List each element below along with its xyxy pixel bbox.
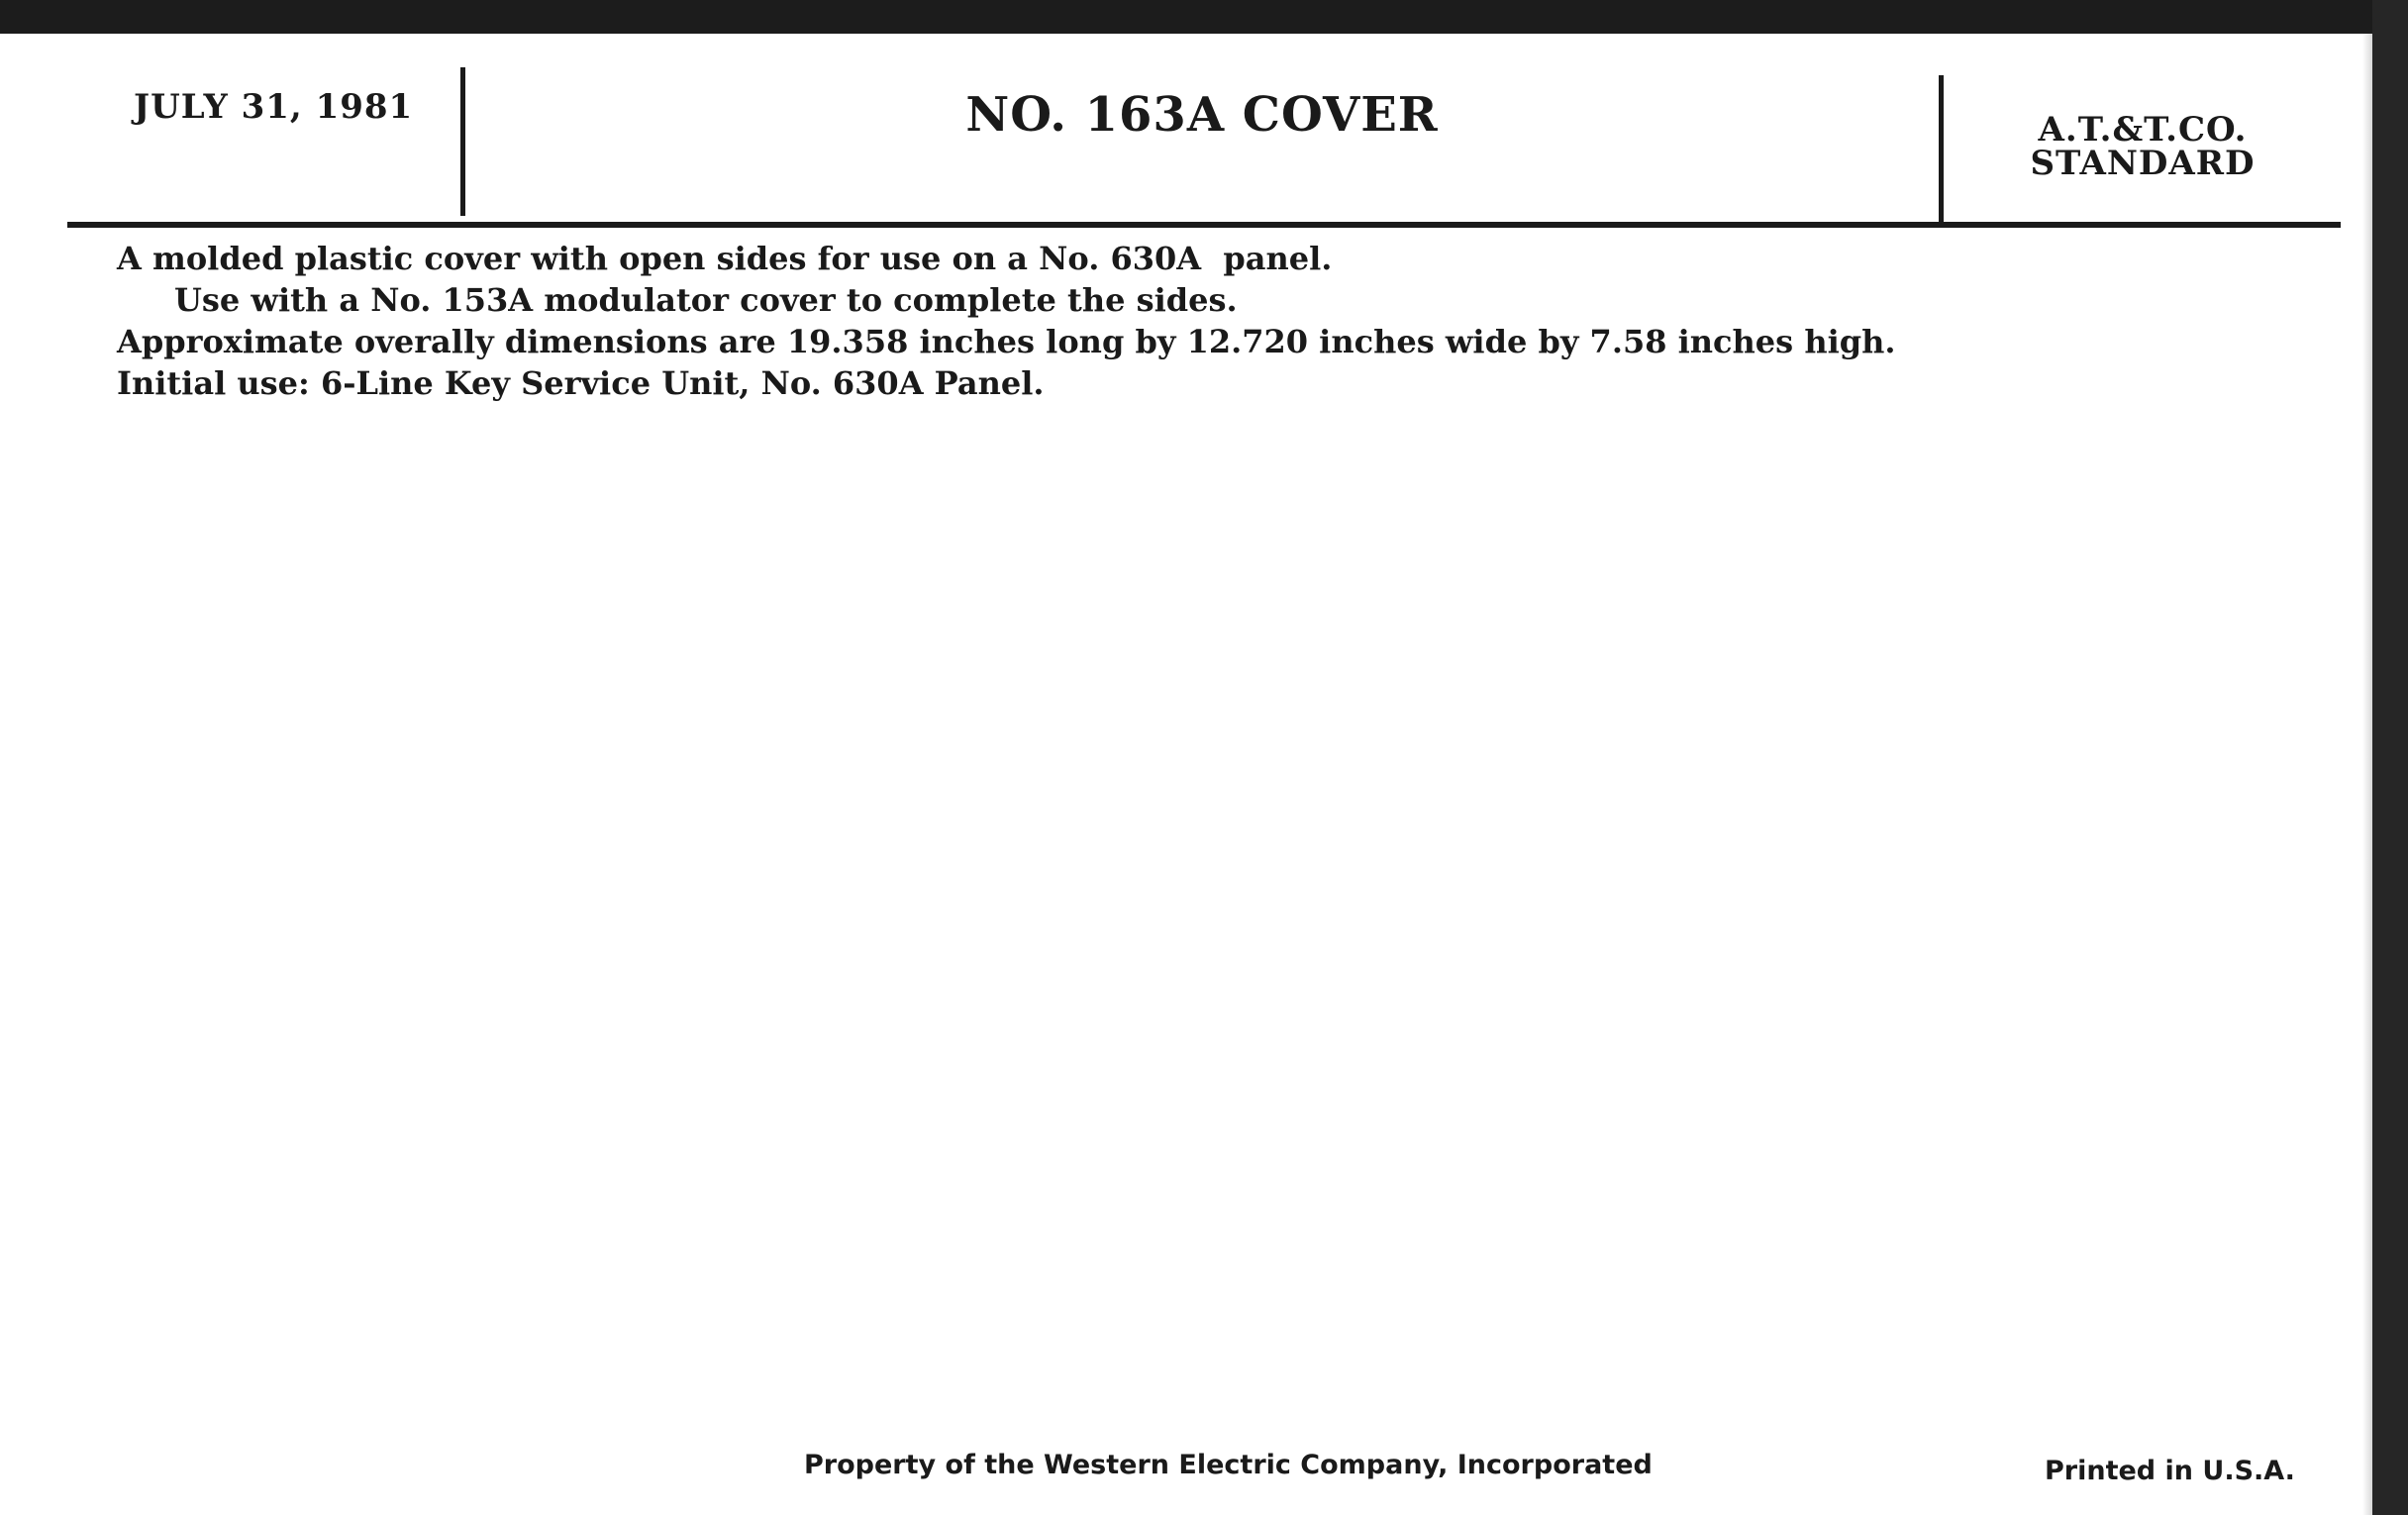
description-text (117, 238, 1896, 404)
sheet-edge-shadow (2362, 34, 2372, 1515)
property-notice: Property of the Western Electric Company, Incorporated (804, 1450, 1653, 1480)
scan-right-border (2372, 0, 2408, 1515)
standard-label-line2: STANDARD (2030, 144, 2256, 183)
description-line: Initial use: 6-Line Key Service Unit, No. 630A Panel. (117, 364, 1045, 402)
document-date: JULY 31, 1981 (134, 87, 414, 127)
description-line: Approximate overally dimensions are 19.358 inches long by 12.720 inches wide by 7.58 inches high. (117, 323, 1896, 360)
description-line: A molded plastic cover with open sides for use on a No. 630A panel. (117, 240, 1333, 277)
printed-notice: Printed in U.S.A. (2045, 1456, 2295, 1486)
scan-top-border (0, 0, 2408, 34)
document-title: NO. 163A COVER (965, 87, 1439, 143)
standard-label-line1: A.T.&T.CO. (2038, 110, 2248, 150)
description-line: Use with a No. 153A modulator cover to complete the sides. (174, 281, 1238, 319)
header-divider-right (1939, 75, 1944, 222)
standard-label (1970, 110, 2315, 183)
header-rule (67, 222, 2341, 228)
